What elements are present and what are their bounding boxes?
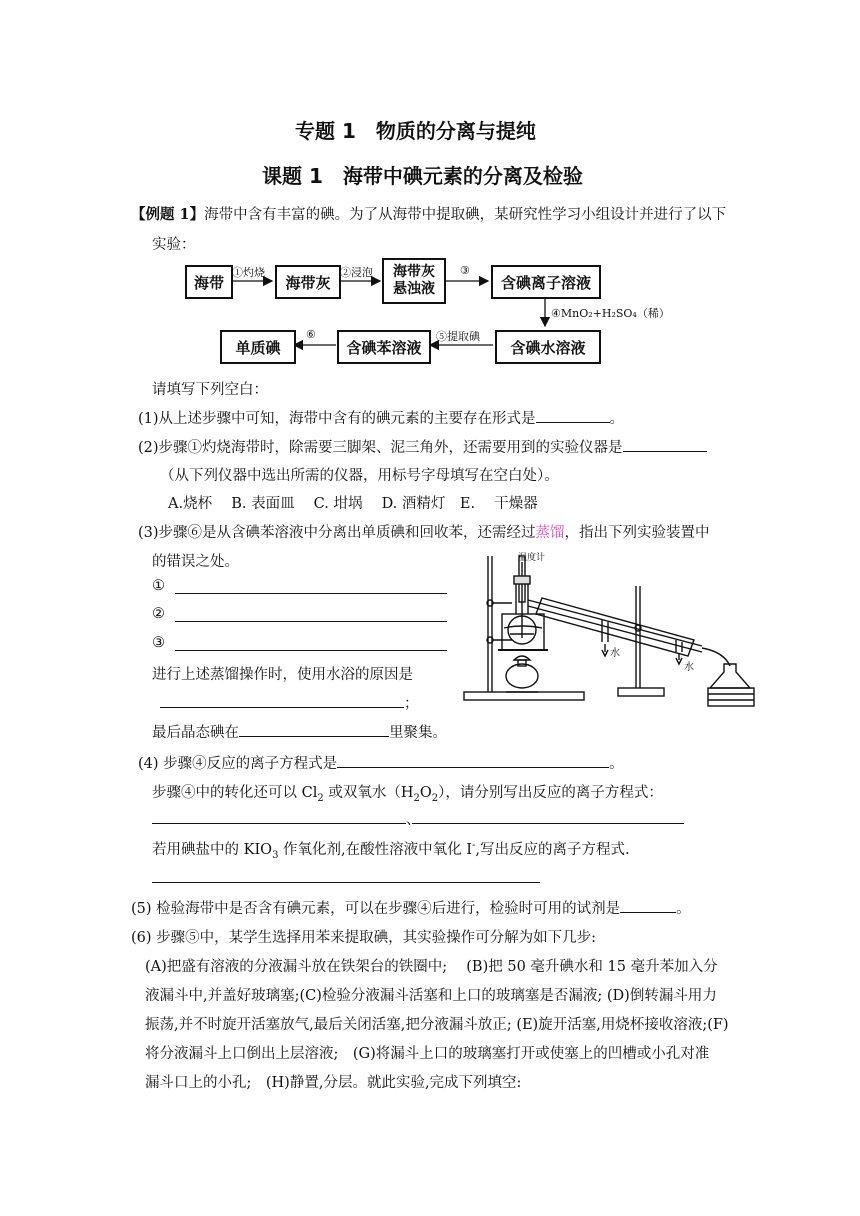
- thermometer-label: 温度计: [518, 553, 546, 563]
- example-intro-line2: 实验：: [152, 237, 196, 253]
- label-step3: ③: [460, 264, 470, 277]
- question-2: (2)步骤①灼烧海带时，除需要三脚架、泥三角外，还需要用到的实验仪器是: [138, 436, 707, 457]
- box-iodide-solution: 含碘离子溶液: [491, 265, 601, 299]
- water-bath-question: 进行上述蒸馏操作时，使用水浴的原因是: [152, 667, 413, 683]
- label-step6: ⑥: [306, 328, 316, 341]
- answer-blank-h2o2-equation[interactable]: [412, 823, 684, 824]
- question-5: (5) 检验海带中是否含有碘元素，可以在步骤④后进行，检验时可用的试剂是 。: [131, 897, 691, 918]
- answer-blank-crystal[interactable]: [239, 722, 389, 737]
- crystal-question: 最后晶态碘在 里聚集。: [152, 721, 447, 742]
- question-3-line2: 的错误之处。: [152, 554, 239, 570]
- fill-prompt: 请填写下列空白：: [152, 382, 268, 398]
- answer-blank-q5[interactable]: [620, 898, 676, 913]
- box-ash-suspension: 海带灰 悬浊液: [382, 258, 446, 304]
- question-6-step-line1: (A)把盛有溶液的分液漏斗放在铁架台的铁圈中; (B)把 50 毫升碘水和 15 毫升苯加入分: [145, 959, 718, 975]
- question-4-alt: 步骤④中的转化还可以 $Cl_2$ 或双氧水$(H_2O_2)$，请分别写出反应的离子方程式：: [152, 785, 663, 804]
- question-6-step-line4: 将分液漏斗上口倒出上层溶液; (G)将漏斗上口的玻璃塞打开或使塞上的凹槽或小孔对准: [145, 1046, 710, 1062]
- answer-blank-cl2-equation[interactable]: [152, 823, 406, 824]
- box-iodine-water: 含碘水溶液: [495, 330, 601, 364]
- label-step5: ⑤提取碘: [436, 330, 480, 343]
- question-6-step-line5: 漏斗口上的小孔; (H)静置,分层。就此实验,完成下列填空:: [145, 1075, 522, 1091]
- answer-blank-error-1[interactable]: [175, 593, 447, 594]
- question-1: (1)从上述步骤中可知，海带中含有的碘元素的主要存在形式是 。: [138, 407, 624, 428]
- question-6-step-line2: 液漏斗中,并盖好玻璃塞;(C)检验分液漏斗活塞和上口的玻璃塞是否漏液; (D)倒转漏斗用力: [145, 988, 717, 1004]
- answer-blank-error-3[interactable]: [175, 650, 447, 651]
- page-title: 专题 1 物质的分离与提纯: [295, 119, 536, 143]
- answer-blank-kio3-equation[interactable]: [152, 882, 540, 883]
- lesson-title: 课题 1 海带中碘元素的分离及检验: [262, 164, 583, 188]
- answer-blank-water-bath[interactable]: [160, 707, 404, 708]
- water-out-label: 水: [684, 662, 694, 673]
- question-3: (3)步骤⑥是从含碘苯溶液中分离出单质碘和回收苯，还需经过蒸馏，指出下列实验装置中: [138, 525, 710, 541]
- distillation-apparatus: [462, 548, 770, 708]
- error-mark-2: ②: [152, 606, 165, 622]
- question-2-note: （从下列仪器中选出所需的仪器，用标号字母填写在空白处）。: [160, 468, 559, 484]
- error-mark-3: ③: [152, 635, 165, 651]
- label-step4: ④MnO₂+H₂SO₄（稀）: [551, 307, 670, 320]
- water-in-label: 水: [610, 648, 620, 659]
- example-intro-line1: 【例题 1】海带中含有丰富的碘。为了从海带中提取碘，某研究性学习小组设计并进行了以下: [131, 206, 727, 223]
- box-seaweed: 海带: [185, 265, 233, 299]
- answer-blank-q1[interactable]: [536, 408, 610, 423]
- question-4: (4) 步骤④反应的离子方程式是 。: [138, 752, 624, 773]
- example-tag: 【例题 1】: [131, 206, 205, 223]
- answer-blank-q4[interactable]: [337, 753, 609, 768]
- error-mark-1: ①: [152, 578, 165, 594]
- apparatus-drawing: [462, 548, 770, 708]
- question-2-options: A.烧杯 B. 表面皿 C. 坩埚 D. 酒精灯 E. 干燥器: [168, 496, 538, 512]
- question-4-kio3: 若用碘盐中的 $KIO_3$ 作氧化剂,在酸性溶液中氧化 I-,写出反应的离子方程式.: [152, 840, 630, 861]
- answer-blank-q2[interactable]: [623, 437, 707, 452]
- box-elemental-iodine: 单质碘: [220, 330, 296, 364]
- question-6: (6) 步骤⑤中，某学生选择用苯来提取碘，其实验操作可分解为如下几步:: [131, 930, 597, 946]
- label-step1: ①灼烧: [232, 266, 265, 279]
- equation-separator: 、: [406, 812, 421, 828]
- flowchart-arrows: [0, 0, 860, 380]
- distillation-highlight: 蒸馏: [535, 525, 565, 541]
- answer-blank-error-2[interactable]: [175, 621, 447, 622]
- box-seaweed-ash: 海带灰: [275, 265, 341, 299]
- question-6-step-line3: 振荡,并不时旋开活塞放气,最后关闭活塞,把分液漏斗放正; (E)旋开活塞,用烧杯接收溶液;(F): [145, 1017, 729, 1033]
- box-iodine-benzene: 含碘苯溶液: [337, 330, 431, 364]
- water-bath-semicolon: ；: [404, 696, 419, 712]
- label-step2: ②浸泡: [340, 266, 373, 279]
